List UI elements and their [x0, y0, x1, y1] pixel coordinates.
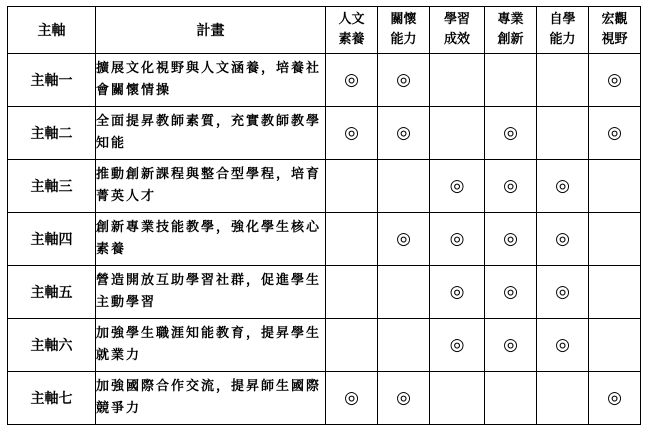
- double-circle-mark-icon: ◎: [555, 229, 570, 249]
- mark-cell: [589, 54, 641, 107]
- table-header-row: [8, 7, 641, 54]
- mark-cell: [537, 266, 589, 319]
- header-humanities-line1: 人文: [338, 12, 365, 27]
- mark-cell: [485, 107, 537, 160]
- double-circle-mark-icon: ◎: [344, 123, 359, 143]
- header-learning-line2: 成效: [443, 32, 470, 47]
- plan-cell: 推動創新課程與整合型學程，培育菁英人才: [96, 160, 326, 213]
- mark-cell: [430, 160, 485, 213]
- header-learning-line1: 學習: [443, 12, 470, 27]
- mark-cell: [537, 107, 589, 160]
- header-caring-line2: 能力: [390, 32, 417, 47]
- header-global-view: [589, 7, 641, 54]
- header-plan: 計畫: [96, 7, 326, 54]
- mark-cell: [589, 160, 641, 213]
- double-circle-mark-icon: ◎: [396, 229, 411, 249]
- mark-cell: [430, 107, 485, 160]
- axis-cell: 主軸三: [8, 160, 96, 213]
- mark-cell: [378, 266, 430, 319]
- mark-cell: [430, 372, 485, 425]
- mark-cell: [537, 319, 589, 372]
- double-circle-mark-icon: ◎: [449, 176, 465, 196]
- table-row: [8, 319, 641, 372]
- header-global-view-line2: 視野: [601, 32, 628, 47]
- header-innovation-line1: 專業: [497, 12, 524, 27]
- header-self-learning-line1: 自學: [549, 12, 576, 27]
- double-circle-mark-icon: ◎: [396, 123, 411, 143]
- mark-cell: [537, 372, 589, 425]
- header-caring: [378, 7, 430, 54]
- mark-cell: [430, 54, 485, 107]
- mark-cell: [485, 319, 537, 372]
- table-row: [8, 372, 641, 425]
- mark-cell: [485, 213, 537, 266]
- plan-cell: 加強學生職涯知能教育，提昇學生就業力: [96, 319, 326, 372]
- double-circle-mark-icon: ◎: [503, 282, 518, 302]
- header-caring-line1: 關懷: [390, 12, 417, 27]
- mark-cell: [485, 54, 537, 107]
- double-circle-mark-icon: ◎: [503, 335, 518, 355]
- table-row: [8, 107, 641, 160]
- mark-cell: [326, 319, 378, 372]
- mark-cell: [589, 319, 641, 372]
- mark-cell: [485, 160, 537, 213]
- double-circle-mark-icon: ◎: [344, 388, 359, 408]
- table-row: [8, 160, 641, 213]
- mark-cell: [537, 213, 589, 266]
- plan-cell: 擴展文化視野與人文涵養，培養社會關懷情操: [96, 54, 326, 107]
- double-circle-mark-icon: ◎: [344, 70, 359, 90]
- double-circle-mark-icon: ◎: [396, 70, 411, 90]
- mark-cell: [326, 372, 378, 425]
- mark-cell: [485, 372, 537, 425]
- mark-cell: [378, 213, 430, 266]
- plan-cell: 營造開放互助學習社群，促進學生主動學習: [96, 266, 326, 319]
- plan-cell: 加強國際合作交流，提昇師生國際競爭力: [96, 372, 326, 425]
- double-circle-mark-icon: ◎: [503, 229, 518, 249]
- double-circle-mark-icon: ◎: [607, 123, 622, 143]
- header-humanities-line2: 素養: [338, 32, 365, 47]
- mark-cell: [589, 266, 641, 319]
- mark-cell: [326, 54, 378, 107]
- table-body: [8, 54, 641, 425]
- header-humanities: [326, 7, 378, 54]
- axis-cell: 主軸七: [8, 372, 96, 425]
- plan-cell: 創新專業技能教學，強化學生核心素養: [96, 213, 326, 266]
- mark-cell: [378, 160, 430, 213]
- table-row: [8, 54, 641, 107]
- double-circle-mark-icon: ◎: [449, 335, 465, 355]
- header-innovation: [485, 7, 537, 54]
- mark-cell: [378, 54, 430, 107]
- header-global-view-line1: 宏觀: [601, 12, 628, 27]
- header-innovation-line2: 創新: [497, 32, 524, 47]
- mark-cell: [326, 266, 378, 319]
- mark-cell: [485, 266, 537, 319]
- mark-cell: [326, 160, 378, 213]
- double-circle-mark-icon: ◎: [503, 123, 518, 143]
- double-circle-mark-icon: ◎: [503, 176, 518, 196]
- axis-cell: 主軸五: [8, 266, 96, 319]
- table-row: [8, 213, 641, 266]
- double-circle-mark-icon: ◎: [555, 335, 570, 355]
- axis-cell: 主軸二: [8, 107, 96, 160]
- plan-competency-table: [7, 6, 641, 425]
- mark-cell: [326, 107, 378, 160]
- double-circle-mark-icon: ◎: [555, 282, 570, 302]
- mark-cell: [430, 266, 485, 319]
- mark-cell: [537, 54, 589, 107]
- mark-cell: [378, 372, 430, 425]
- axis-cell: 主軸一: [8, 54, 96, 107]
- double-circle-mark-icon: ◎: [555, 176, 570, 196]
- header-learning: [430, 7, 485, 54]
- plan-cell: 全面提昇教師素質，充實教師教學知能: [96, 107, 326, 160]
- header-axis: 主軸: [8, 7, 96, 54]
- mark-cell: [430, 213, 485, 266]
- table-row: [8, 266, 641, 319]
- double-circle-mark-icon: ◎: [449, 282, 465, 302]
- mark-cell: [589, 372, 641, 425]
- header-self-learning-line2: 能力: [549, 32, 576, 47]
- double-circle-mark-icon: ◎: [607, 388, 622, 408]
- mark-cell: [589, 213, 641, 266]
- mark-cell: [589, 107, 641, 160]
- double-circle-mark-icon: ◎: [449, 229, 465, 249]
- header-self-learning: [537, 7, 589, 54]
- mark-cell: [378, 319, 430, 372]
- mark-cell: [326, 213, 378, 266]
- double-circle-mark-icon: ◎: [396, 388, 411, 408]
- double-circle-mark-icon: ◎: [607, 70, 622, 90]
- axis-cell: 主軸六: [8, 319, 96, 372]
- mark-cell: [537, 160, 589, 213]
- mark-cell: [378, 107, 430, 160]
- mark-cell: [430, 319, 485, 372]
- axis-cell: 主軸四: [8, 213, 96, 266]
